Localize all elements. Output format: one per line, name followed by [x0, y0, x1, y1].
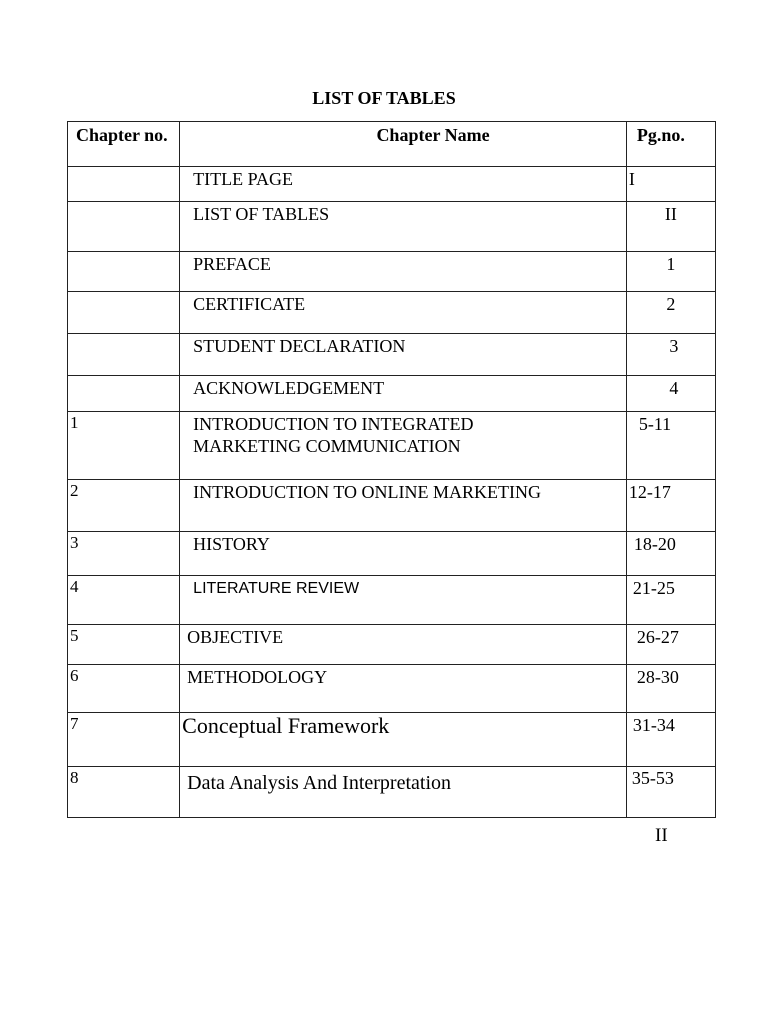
table-row [68, 480, 716, 532]
chapter-name: Data Analysis And Interpretation [180, 767, 627, 818]
table-row [68, 713, 716, 767]
header-page-no: Pg.no. [626, 122, 715, 167]
chapter-name: TITLE PAGE [180, 167, 627, 202]
header-chapter-name: Chapter Name [180, 122, 627, 167]
page-no: 35-53 [626, 767, 715, 818]
page-no: I [626, 167, 715, 202]
table-row [68, 252, 716, 292]
page-no: 26-27 [626, 625, 715, 665]
table-row [68, 665, 716, 713]
contents-table [67, 121, 716, 818]
table-row [68, 532, 716, 576]
chapter-no: 4 [68, 576, 180, 625]
page-no: 18-20 [626, 532, 715, 576]
chapter-no: 6 [68, 665, 180, 713]
table-row [68, 334, 716, 376]
chapter-name: INTRODUCTION TO INTEGRATED MARKETING COMMUNICATION [180, 412, 627, 480]
chapter-no [68, 292, 180, 334]
page-no: 3 [626, 334, 715, 376]
table-row [68, 376, 716, 412]
chapter-no [68, 202, 180, 252]
chapter-no: 1 [68, 412, 180, 480]
table-row [68, 167, 716, 202]
chapter-name: LIST OF TABLES [180, 202, 627, 252]
chapter-name: PREFACE [180, 252, 627, 292]
chapter-name: INTRODUCTION TO ONLINE MARKETING [180, 480, 627, 532]
chapter-no [68, 334, 180, 376]
chapter-name: CERTIFICATE [180, 292, 627, 334]
page-no: 4 [626, 376, 715, 412]
chapter-no: 7 [68, 713, 180, 767]
page-no: 12-17 [626, 480, 715, 532]
table-row [68, 412, 716, 480]
chapter-name: STUDENT DECLARATION [180, 334, 627, 376]
page-title: LIST OF TABLES [312, 88, 456, 108]
chapter-no: 2 [68, 480, 180, 532]
chapter-no: 8 [68, 767, 180, 818]
chapter-name: LITERATURE REVIEW [180, 576, 627, 625]
page-no: II [626, 202, 715, 252]
table-row [68, 767, 716, 818]
page-no: 1 [626, 252, 715, 292]
page-no: 5-11 [626, 412, 715, 480]
table-row [68, 202, 716, 252]
table-row [68, 625, 716, 665]
page-no: 31-34 [626, 713, 715, 767]
table-header-row [68, 122, 716, 167]
chapter-no: 3 [68, 532, 180, 576]
chapter-no [68, 252, 180, 292]
page-no: 21-25 [626, 576, 715, 625]
page-no: 2 [626, 292, 715, 334]
page-number: II [655, 825, 668, 846]
table-row [68, 576, 716, 625]
table-row [68, 292, 716, 334]
chapter-name: METHODOLOGY [180, 665, 627, 713]
chapter-no: 5 [68, 625, 180, 665]
chapter-name: HISTORY [180, 532, 627, 576]
chapter-name: Conceptual Framework [180, 713, 627, 767]
chapter-no [68, 167, 180, 202]
page-no: 28-30 [626, 665, 715, 713]
header-chapter-no: Chapter no. [68, 122, 180, 167]
chapter-name: OBJECTIVE [180, 625, 627, 665]
chapter-name: ACKNOWLEDGEMENT [180, 376, 627, 412]
chapter-no [68, 376, 180, 412]
